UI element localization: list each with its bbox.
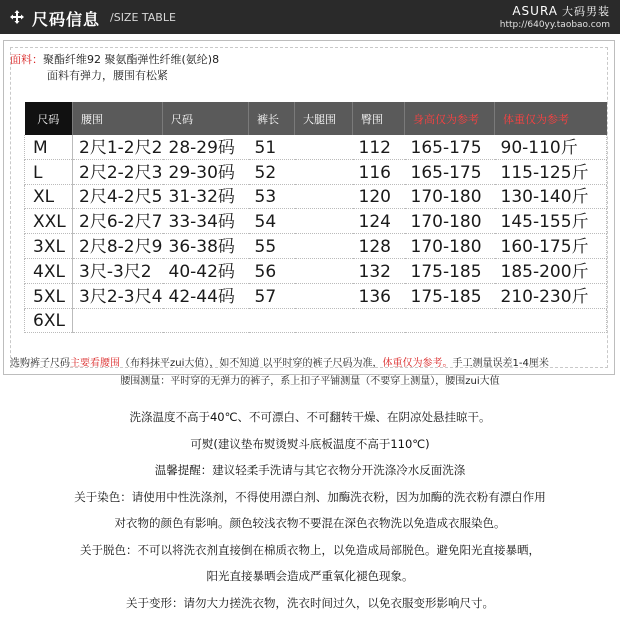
brand-cn: 大码男装	[562, 5, 610, 18]
col-header-hip: 臀围	[353, 102, 405, 135]
brand-url[interactable]: http://640yy.taobao.com	[499, 20, 610, 30]
cell-size-code: 29-30码	[163, 159, 249, 184]
cell-size: 3XL	[25, 234, 73, 259]
cell-weight: 185-200斤	[495, 258, 607, 283]
cell-waist: 3尺-3尺2	[73, 258, 163, 283]
cell-hip	[353, 308, 405, 333]
cell-weight	[495, 308, 607, 333]
cell-size: 5XL	[25, 283, 73, 308]
cell-hip: 136	[353, 283, 405, 308]
care-line: 洗涤温度不高于40℃、不可漂白、不可翻转干燥、在阴凉处悬挂晾干。	[129, 410, 491, 424]
cell-size-code: 42-44码	[163, 283, 249, 308]
table-row	[25, 135, 607, 159]
cell-length: 52	[249, 159, 295, 184]
cell-waist: 2尺1-2尺2	[73, 135, 163, 159]
table-row	[25, 234, 607, 259]
cell-size: XXL	[25, 209, 73, 234]
care-instructions	[0, 404, 620, 616]
size-table	[24, 102, 607, 333]
cell-thigh	[295, 135, 353, 159]
cell-height: 170-180	[405, 184, 495, 209]
cell-thigh	[295, 283, 353, 308]
cell-height: 175-185	[405, 283, 495, 308]
col-header-thigh: 大腿围	[295, 102, 353, 135]
cell-weight: 160-175斤	[495, 234, 607, 259]
brand-name: ASURA	[512, 4, 558, 18]
fabric-label: 面料：	[10, 53, 43, 66]
cell-hip: 116	[353, 159, 405, 184]
cell-thigh	[295, 159, 353, 184]
col-header-length: 裤长	[249, 102, 295, 135]
cell-height: 170-180	[405, 234, 495, 259]
cell-size: M	[25, 135, 73, 159]
cell-length: 57	[249, 283, 295, 308]
cell-waist: 2尺2-2尺3	[73, 159, 163, 184]
cell-waist	[73, 308, 163, 333]
care-line: 可熨(建议垫布熨烫熨斗底板温度不高于110℃)	[190, 436, 430, 451]
cell-waist: 2尺8-2尺9	[73, 234, 163, 259]
cell-weight: 130-140斤	[495, 184, 607, 209]
cell-size-code: 33-34码	[163, 209, 249, 234]
note-text-1: 选购裤子尺码	[10, 358, 70, 369]
care-line: 温馨提醒：建议轻柔手洗请与其它衣物分开洗涤冷水反面洗涤	[154, 463, 466, 477]
cell-length: 56	[249, 258, 295, 283]
col-header-size-code: 尺码	[163, 102, 249, 135]
cell-length	[249, 308, 295, 333]
note-line-2: 腰围测量：平时穿的无弹力的裤子，系上扣子平铺测量（不要穿上测量），腰围zui大值	[120, 376, 500, 387]
table-row	[25, 184, 607, 209]
cell-size-code: 36-38码	[163, 234, 249, 259]
cell-size-code: 28-29码	[163, 135, 249, 159]
cell-size: XL	[25, 184, 73, 209]
fabric-composition: 聚酯纤维92 聚氨酯弹性纤维(氨纶)8	[43, 53, 220, 66]
cell-thigh	[295, 234, 353, 259]
note-text-3: 手工测量误差1-4厘米	[452, 358, 549, 369]
cell-waist: 2尺4-2尺5	[73, 184, 163, 209]
cell-hip: 128	[353, 234, 405, 259]
note-highlight-waist: 主要看腰围	[70, 358, 120, 369]
cell-size-code: 31-32码	[163, 184, 249, 209]
cell-waist: 3尺2-3尺4	[73, 283, 163, 308]
col-header-height: 身高仅为参考	[405, 102, 495, 135]
fabric-info	[10, 52, 219, 84]
header-bar	[0, 0, 620, 34]
cell-height	[405, 308, 495, 333]
page-title: 尺码信息	[32, 10, 101, 29]
cell-height: 175-185	[405, 258, 495, 283]
table-header-row	[25, 102, 607, 135]
care-line: 关于脱色：不可以将洗衣剂直接倒在棉质衣物上，以免造成局部脱色。避免阳光直接暴晒，	[80, 542, 540, 557]
cell-thigh	[295, 308, 353, 333]
table-row	[25, 209, 607, 234]
cell-length: 54	[249, 209, 295, 234]
page-subtitle: /SIZE TABLE	[110, 11, 176, 24]
brand-logo	[500, 3, 610, 30]
cell-height: 170-180	[405, 209, 495, 234]
care-line: 对衣物的颜色有影响。颜色较浅衣物不要混在深色衣物洗以免造成衣服染色。	[114, 516, 506, 530]
care-line: 关于染色：请使用中性洗涤剂，不得使用漂白剂、加酶洗衣粉，因为加酶的洗衣粉有漂白作用	[74, 489, 546, 504]
table-row	[25, 308, 607, 333]
cell-hip: 120	[353, 184, 405, 209]
cell-thigh	[295, 184, 353, 209]
cell-length: 51	[249, 135, 295, 159]
note-text-2: （布料抹平zui大值），如不知道 以平时穿的裤子尺码为准，	[120, 358, 383, 369]
col-header-waist: 腰围	[73, 102, 163, 135]
cell-thigh	[295, 209, 353, 234]
size-table-wrap	[24, 102, 606, 333]
cell-hip: 112	[353, 135, 405, 159]
cell-weight: 115-125斤	[495, 159, 607, 184]
cell-height: 165-175	[405, 159, 495, 184]
cell-weight: 90-110斤	[495, 135, 607, 159]
cell-hip: 132	[353, 258, 405, 283]
care-line: 阳光直接暴晒会造成严重氧化褪色现象。	[206, 569, 414, 583]
cell-size: L	[25, 159, 73, 184]
table-row	[25, 283, 607, 308]
purchase-note	[10, 355, 610, 391]
move-arrows-icon	[10, 10, 24, 24]
cell-weight: 145-155斤	[495, 209, 607, 234]
fabric-note: 面料有弹力，腰围有松紧	[47, 69, 168, 82]
cell-weight: 210-230斤	[495, 283, 607, 308]
cell-thigh	[295, 258, 353, 283]
care-line: 关于变形：请勿大力搓洗衣物，洗衣时间过久，以免衣服变形影响尺寸。	[126, 595, 494, 610]
cell-height: 165-175	[405, 135, 495, 159]
cell-hip: 124	[353, 209, 405, 234]
table-row	[25, 258, 607, 283]
col-header-size: 尺码	[25, 102, 73, 135]
cell-size: 6XL	[25, 308, 73, 333]
cell-size-code	[163, 308, 249, 333]
cell-length: 55	[249, 234, 295, 259]
col-header-weight: 体重仅为参考	[495, 102, 607, 135]
cell-length: 53	[249, 184, 295, 209]
cell-waist: 2尺6-2尺7	[73, 209, 163, 234]
note-highlight-weight: 体重仅为参考。	[382, 358, 453, 369]
cell-size-code: 40-42码	[163, 258, 249, 283]
cell-size: 4XL	[25, 258, 73, 283]
table-row	[25, 159, 607, 184]
